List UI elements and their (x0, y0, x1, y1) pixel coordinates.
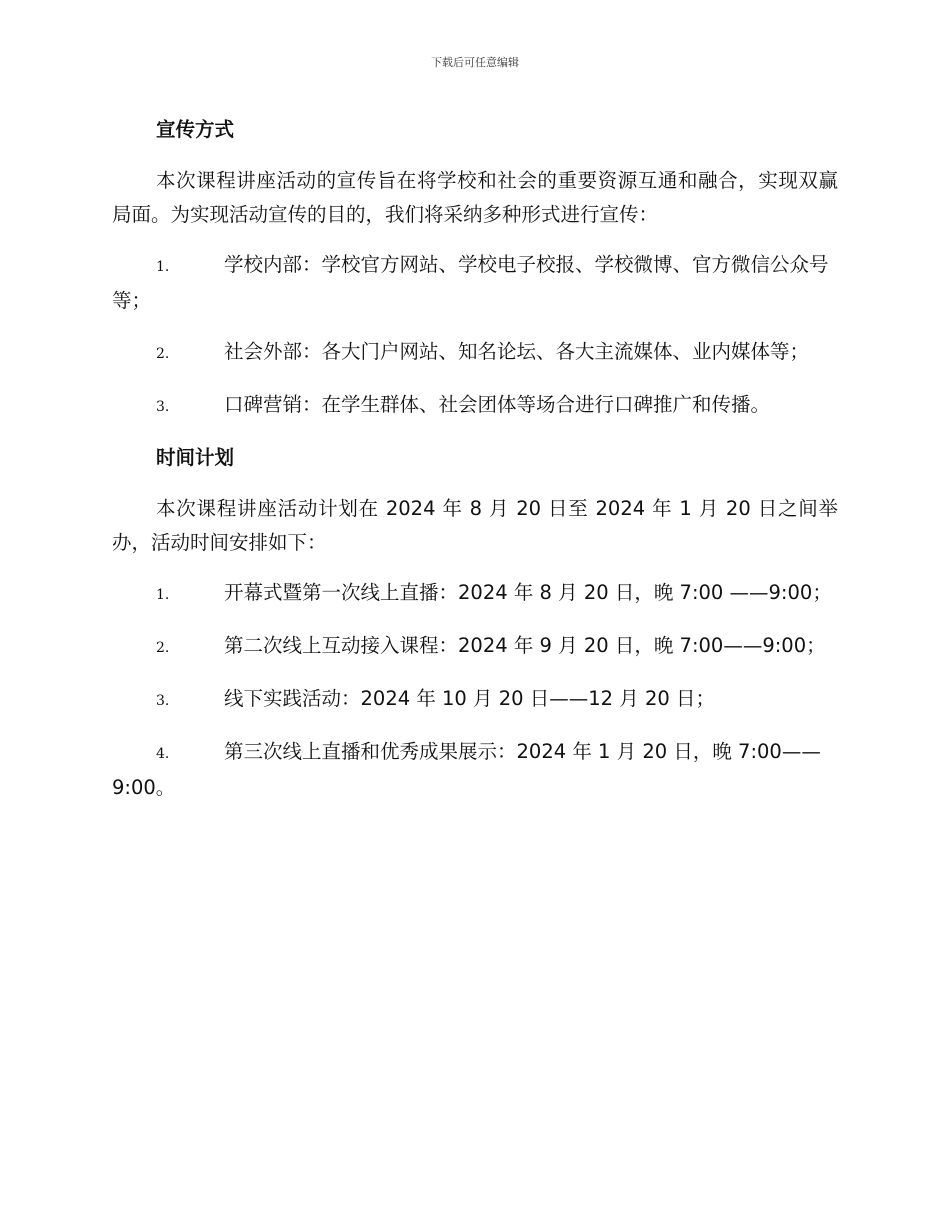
list-item-text: 第二次线上互动接入课程：2024 年 9 月 20 日，晚 7:00——9:00； (224, 634, 826, 657)
list-item-text: 第三次线上直播和优秀成果展示：2024 年 1 月 20 日，晚 7:00——9:00。 (112, 740, 821, 799)
list-item-text: 口碑营销：在学生群体、社会团体等场合进行口碑推广和传播。 (224, 393, 771, 416)
list-item-number: 1. (156, 587, 170, 603)
list-item-number: 3. (156, 693, 170, 709)
list-item-text: 开幕式暨第一次线上直播：2024 年 8 月 20 日，晚 7:00 ——9:00； (224, 581, 832, 604)
section-intro-publicity: 本次课程讲座活动的宣传旨在将学校和社会的重要资源互通和融合，实现双赢局面。为实现活动宣传的目的，我们将采纳多种形式进行宣传： (112, 169, 838, 226)
list-item-text: 社会外部：各大门户网站、知名论坛、各大主流媒体、业内媒体等； (224, 340, 810, 363)
header-note: 下载后可任意编辑 (431, 56, 519, 69)
list-item-text: 线下实践活动：2024 年 10 月 20 日——12 月 20 日； (224, 687, 715, 710)
list-item (112, 248, 838, 318)
list-item-number: 1. (156, 259, 170, 275)
list-item-number: 2. (156, 346, 170, 362)
list-item (112, 735, 838, 805)
section-intro-schedule: 本次课程讲座活动计划在 2024 年 8 月 20 日至 2024 年 1 月 20 日之间举办，活动时间安排如下： (112, 497, 838, 554)
list-item-text: 学校内部：学校官方网站、学校电子校报、学校微博、官方微信公众号等； (112, 253, 829, 312)
list-item (112, 335, 838, 371)
list-item-number: 2. (156, 640, 170, 656)
list-item-number: 3. (156, 399, 170, 415)
list-item (112, 576, 838, 612)
section-heading-schedule: 时间计划 (156, 446, 235, 469)
document-body (112, 113, 838, 822)
section-heading-publicity: 宣传方式 (156, 118, 235, 141)
list-item (112, 388, 838, 424)
list-item-number: 4. (156, 746, 170, 762)
list-item (112, 629, 838, 665)
list-item (112, 682, 838, 718)
